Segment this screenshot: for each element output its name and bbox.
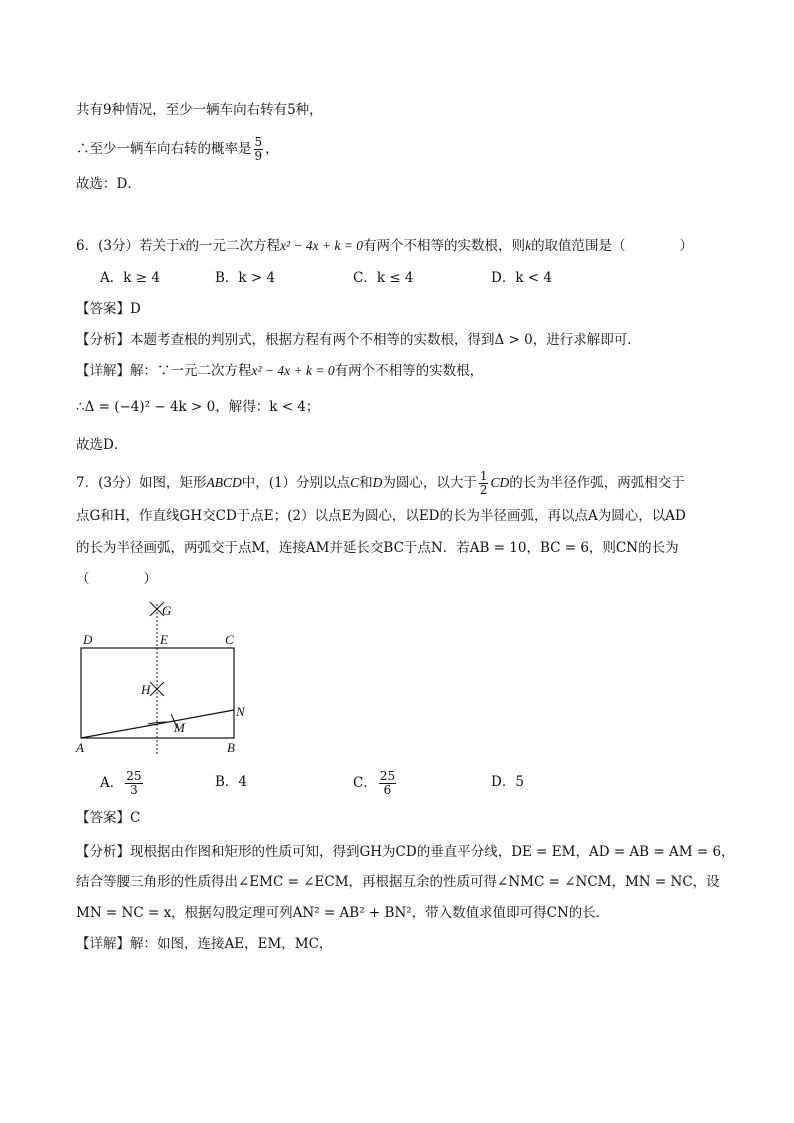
text-fragment: 和 bbox=[359, 475, 373, 491]
option-d: D．k < 4 bbox=[491, 270, 552, 286]
label-a: A bbox=[76, 740, 84, 755]
text-fragment: ∴至少一辆车向右转的概率是 bbox=[76, 141, 252, 157]
analysis-line-1: 【分析】现根据由作图和矩形的性质可知，得到GH为CD的垂直平分线，DE = EM，AD = AB = AM = 6， bbox=[76, 844, 735, 860]
detail-line: 【详解】解：如图，连接AE，EM，MC， bbox=[76, 936, 333, 952]
denominator: 9 bbox=[254, 149, 263, 163]
text-fragment: ， bbox=[265, 141, 279, 157]
text-line: 共有9种情况，至少一辆车向右转有5种， bbox=[76, 102, 323, 118]
equation: x² − 4x + k = 0 bbox=[251, 363, 335, 378]
option-label: C． bbox=[353, 775, 377, 791]
fraction bbox=[254, 136, 264, 163]
text-fragment: 有两个不相等的实数根，则 bbox=[363, 238, 526, 254]
geometry-figure bbox=[70, 596, 270, 758]
fraction bbox=[479, 470, 489, 497]
label-c: C bbox=[225, 632, 234, 647]
option-a: A．k ≥ 4 bbox=[100, 270, 160, 286]
denominator: 3 bbox=[130, 783, 138, 797]
option-c: C．k ≤ 4 bbox=[353, 270, 414, 286]
text-fragment: 的长为半径作弧，两弧相交于 bbox=[509, 475, 685, 491]
fraction bbox=[125, 770, 142, 797]
numerator: 25 bbox=[379, 769, 396, 783]
variable: D bbox=[372, 475, 383, 490]
denominator: 6 bbox=[383, 783, 392, 797]
denominator: 2 bbox=[479, 483, 488, 497]
label-b: B bbox=[227, 740, 235, 755]
probability-line bbox=[76, 136, 279, 163]
equation: x² − 4x + k = 0 bbox=[279, 238, 364, 253]
answer-line: 【答案】C bbox=[76, 810, 141, 826]
analysis-line: 【分析】本题考查根的判别式，根据方程有两个不相等的实数根，得到Δ > 0，进行求解即可． bbox=[76, 332, 641, 348]
text-fragment: 为圆心，以大于 bbox=[382, 475, 477, 491]
numerator: 1 bbox=[479, 469, 488, 483]
label-e: E bbox=[160, 632, 168, 647]
numerator: 25 bbox=[126, 769, 142, 783]
text-fragment: 6．(3分）若关于 bbox=[76, 238, 180, 254]
option-d: D．5 bbox=[491, 774, 524, 790]
option-b: B．4 bbox=[215, 774, 248, 790]
question-7-line-2: 点G和H，作直线GH交CD于点E；(2）以点E为圆心，以ED的长为半径画弧，再以点A为圆心，以AD bbox=[76, 508, 686, 524]
text-fragment: 的取值范围是（ ） bbox=[531, 238, 694, 254]
answer-line: 【答案】D bbox=[76, 301, 141, 317]
delta-line: ∴Δ = (−4)² − 4k > 0，解得：k < 4； bbox=[76, 399, 320, 415]
option-b: B．k > 4 bbox=[215, 270, 276, 286]
question-7-line-1 bbox=[76, 470, 685, 497]
variable: x bbox=[179, 238, 186, 253]
question-6-stem bbox=[76, 236, 693, 256]
analysis-line-2: 结合等腰三角形的性质得出∠EMC = ∠ECM，再根据互余的性质可得∠NMC = ∠NCM，MN = NC，设 bbox=[76, 874, 720, 890]
text-fragment: 有两个不相等的实数根， bbox=[334, 363, 484, 379]
analysis-line-3: MN = NC = x，根据勾股定理可列AN² = AB² + BN²，带入数值求值即可得CN的长． bbox=[76, 905, 610, 921]
conclusion-line: 故选：D． bbox=[76, 176, 141, 192]
fraction bbox=[379, 770, 396, 797]
variable: CD bbox=[490, 475, 510, 490]
text-fragment: 7．(3分）如图，矩形 bbox=[76, 475, 207, 491]
text-fragment: 的一元二次方程 bbox=[185, 238, 280, 254]
label-h: H bbox=[141, 682, 151, 697]
numerator: 5 bbox=[254, 135, 263, 149]
option-c bbox=[353, 770, 398, 797]
text-fragment: 【详解】解：∵一元二次方程 bbox=[76, 363, 252, 379]
option-a bbox=[100, 770, 145, 797]
variable: ABCD bbox=[206, 475, 242, 490]
text-fragment: 中，(1）分别以点 bbox=[241, 475, 351, 491]
label-m: M bbox=[174, 720, 185, 735]
variable: k bbox=[525, 238, 532, 253]
question-7-blank: （ ） bbox=[76, 571, 157, 587]
label-n: N bbox=[236, 704, 245, 719]
variable: C bbox=[350, 475, 360, 490]
label-g: G bbox=[162, 603, 172, 618]
label-d: D bbox=[83, 632, 93, 647]
question-7-line-3: 的长为半径画弧，两弧交于点M，连接AM并延长交BC于点N．若AB = 10，BC = 6，则CN的长为 bbox=[76, 540, 679, 556]
detail-line bbox=[76, 361, 483, 381]
option-label: A． bbox=[100, 775, 124, 791]
conclusion-line: 故选D． bbox=[76, 437, 128, 453]
